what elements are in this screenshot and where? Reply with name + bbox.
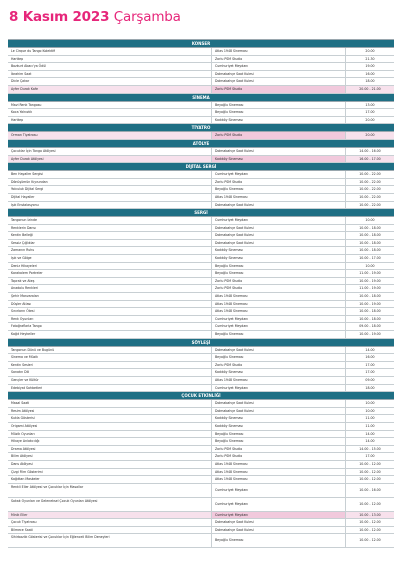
event-time: 10.00 - 12.00 — [359, 527, 381, 532]
event-time: 13.00 — [365, 102, 375, 107]
venue-name: Beyoğlu Sineması — [212, 431, 346, 438]
venue-name: Zorlu PSM Studio — [212, 86, 346, 93]
event-time: 10.00 - 12.00 — [359, 469, 381, 474]
section-header: SİNEMA — [8, 94, 394, 102]
event-time: 14.00 - 16.00 — [359, 148, 381, 153]
event-time: 16.00 - 17.00 — [359, 156, 381, 161]
schedule-row — [8, 400, 394, 408]
event-time: 17.00 — [365, 362, 375, 367]
schedule-row — [8, 484, 394, 498]
event-name: Koca Yalnızlık — [8, 109, 212, 116]
event-time: 10.00 - 18.00 — [359, 248, 381, 253]
event-name: Gençler ve Kültür — [8, 377, 212, 384]
section-header: SÖYLEŞİ — [8, 339, 394, 347]
day-label: Çarşamba — [113, 9, 181, 25]
venue-name: Kadıköy Sineması — [212, 255, 346, 262]
schedule-row — [8, 527, 394, 535]
event-name: Fotoğraflarla Tango — [8, 323, 212, 330]
schedule-row — [8, 385, 394, 393]
event-name: Ayfer Durak Atölyesi — [8, 156, 212, 163]
event-time: 19.00 — [365, 64, 375, 69]
schedule-row — [8, 461, 394, 469]
event-time: 10.00 - 18.00 — [359, 233, 381, 238]
section-header: SERGİ — [8, 209, 394, 217]
event-name: Hikaye Anlatıcılığı — [8, 438, 212, 445]
event-time: 10.00 - 18.00 — [359, 316, 381, 321]
venue-name: Kadıköy Sineması — [212, 369, 346, 376]
schedule-row — [8, 194, 394, 202]
schedule-row — [8, 347, 394, 355]
schedule-row — [8, 255, 394, 263]
venue-name: Beyoğlu Sineması — [212, 331, 346, 338]
page-title — [9, 9, 181, 25]
event-name: Dans Atölyesi — [8, 461, 212, 468]
schedule-row — [8, 285, 394, 293]
venue-name: Dolmabahçe Saat Kulesi — [212, 71, 346, 78]
event-name: Düşler Atlası — [8, 301, 212, 308]
schedule-row — [8, 48, 394, 56]
event-time: 10.00 - 22.00 — [359, 187, 381, 192]
venue-name: Zorlu PSM Studio — [212, 179, 346, 186]
event-name: Bilmece Saati — [8, 527, 212, 534]
event-name: Dicle Çakar — [8, 78, 212, 85]
event-time: 20.00 — [365, 49, 375, 53]
event-name: Renk Oyunları — [8, 316, 212, 323]
event-time: 10.00 — [365, 408, 375, 413]
schedule-row — [8, 102, 394, 110]
event-time: 10.00 — [365, 401, 375, 406]
venue-name: Dolmabahçe Saat Kulesi — [212, 408, 346, 415]
venue-name: Cumhuriyet Meydanı — [212, 63, 346, 70]
event-time: 10.00 - 12.00 — [359, 477, 381, 482]
venue-name: Cumhuriyet Meydanı — [212, 484, 346, 497]
venue-name: Cumhuriyet Meydanı — [212, 498, 346, 511]
venue-name: Atlas 1948 Sineması — [212, 301, 346, 308]
event-name: Kentin Sesleri — [8, 362, 212, 369]
venue-name: Beyoğlu Sineması — [212, 186, 346, 193]
venue-name: Zorlu PSM Studio — [212, 56, 346, 63]
event-time: 10.00 - 19.00 — [359, 332, 381, 336]
schedule-row — [8, 148, 394, 156]
event-name: Renkli Eller Atölyesi ve Çocuklar İçin Masallar — [8, 484, 212, 497]
event-name: Drama Atölyesi — [8, 446, 212, 453]
venue-name: Cumhuriyet Meydanı — [212, 385, 346, 392]
schedule-row — [8, 331, 394, 339]
event-name: Kukla Gösterisi — [8, 415, 212, 422]
event-name: Çizgi Film Gösterimi — [8, 469, 212, 476]
venue-name: Dolmabahçe Saat Kulesi — [212, 148, 346, 155]
venue-name: Zorlu PSM Studio — [212, 453, 346, 460]
schedule-row — [8, 225, 394, 233]
date-label: 8 Kasım 2023 — [9, 9, 110, 25]
event-name: Edebiyat Sohbetleri — [8, 385, 212, 392]
event-time: 10.00 - 19.00 — [359, 301, 381, 306]
event-time: 10.00 - 19.00 — [359, 278, 381, 283]
venue-name: Cumhuriyet Meydanı — [212, 171, 346, 178]
schedule-row — [8, 278, 394, 286]
venue-name: Kadıköy Sineması — [212, 156, 346, 163]
event-name: Renklerin Dansı — [8, 225, 212, 232]
venue-name: Dolmabahçe Saat Kulesi — [212, 400, 346, 407]
schedule-row — [8, 293, 394, 301]
event-time: 10.00 - 22.00 — [359, 179, 381, 184]
event-time: 10.00 — [365, 263, 375, 268]
venue-name: Kadıköy Sineması — [212, 117, 346, 124]
event-name: Kentin Belleği — [8, 232, 212, 239]
event-time: 20.00 — [365, 133, 375, 138]
schedule-row — [8, 453, 394, 461]
venue-name: Atlas 1948 Sineması — [212, 469, 346, 476]
schedule-row — [8, 415, 394, 423]
event-time: 10.00 - 18.00 — [359, 294, 381, 299]
schedule-row — [8, 301, 394, 309]
schedule-row — [8, 369, 394, 377]
schedule-row — [8, 423, 394, 431]
venue-name: Beyoğlu Sineması — [212, 109, 346, 116]
event-name: Ben Hayalim Sergisi — [8, 171, 212, 178]
schedule-row — [8, 476, 394, 484]
event-name: Dijital Hayaller — [8, 194, 212, 201]
event-name: Bilim Atölyesi — [8, 453, 212, 460]
venue-name: Dolmabahçe Saat Kulesi — [212, 240, 346, 247]
event-time: 10.00 - 12.00 — [359, 538, 381, 543]
venue-name: Beyoğlu Sineması — [212, 102, 346, 109]
schedule-row — [8, 71, 394, 79]
event-name: Bozkurt Abacı'ya Ödül — [8, 63, 212, 70]
schedule-row — [8, 247, 394, 255]
schedule-row — [8, 263, 394, 271]
schedule-row — [8, 117, 394, 125]
schedule-row — [8, 56, 394, 64]
section-header: ÇOCUK ETKİNLİĞİ — [8, 392, 394, 400]
event-name: Orman Tiyatrosu — [8, 132, 212, 139]
schedule-row — [8, 217, 394, 225]
event-time: 10.00 - 12.00 — [359, 461, 381, 466]
venue-name: Kadıköy Sineması — [212, 247, 346, 254]
venue-name: Zorlu PSM Studio — [212, 278, 346, 285]
venue-name: Beyoğlu Sineması — [212, 263, 346, 270]
venue-name: Atlas 1948 Sineması — [212, 461, 346, 468]
schedule-row — [8, 519, 394, 527]
venue-name: Cumhuriyet Meydanı — [212, 217, 346, 224]
event-name: Masal Saati — [8, 400, 212, 407]
event-time: 09.00 — [365, 377, 375, 382]
schedule-table — [8, 39, 394, 548]
schedule-row — [8, 512, 394, 520]
event-time: 16.00 — [365, 355, 375, 360]
section-header: TİYATRO — [8, 124, 394, 132]
schedule-row — [8, 323, 394, 331]
schedule-row — [8, 362, 394, 370]
event-name: Karakalem Portreler — [8, 270, 212, 277]
event-name: Zamanın Ruhu — [8, 247, 212, 254]
event-time: 10.00 - 17.00 — [359, 256, 381, 261]
event-name: Sanatın Dili — [8, 369, 212, 376]
event-name: Işık Enstalasyonu — [8, 202, 212, 209]
event-name: Sihirbazlık Gösterisi ve Çocuklar İçin Eğlenceli Bilim Deneyleri — [8, 534, 212, 547]
event-name: Anadolu Renkleri — [8, 285, 212, 292]
venue-name: Beyoğlu Sineması — [212, 354, 346, 361]
venue-name: Kadıköy Sineması — [212, 423, 346, 430]
venue-name: Zorlu PSM Studio — [212, 362, 346, 369]
schedule-row — [8, 469, 394, 477]
event-name: Ayfer Durak Kafe — [8, 86, 212, 93]
schedule-row — [8, 63, 394, 71]
venue-name: Dolmabahçe Saat Kulesi — [212, 519, 346, 526]
event-name: Tangonun Dünü ve Bugünü — [8, 347, 212, 354]
venue-name: Zorlu PSM Studio — [212, 285, 346, 292]
event-name: Sınırların Ötesi — [8, 308, 212, 315]
event-name: Çocuklar İçin Tango Atölyesi — [8, 148, 212, 155]
event-time: 20.00 - 21.00 — [359, 86, 381, 91]
event-name: Kağıt Heykeller — [8, 331, 212, 338]
venue-name: Beyoğlu Sineması — [212, 270, 346, 277]
event-name: Minik Eller — [8, 512, 212, 519]
event-time: 20.00 — [365, 117, 375, 122]
schedule-row — [8, 408, 394, 416]
schedule-row — [8, 240, 394, 248]
event-name: Sokak Oyunları ve Geleneksel Çocuk Oyunları Atölyesi — [8, 498, 212, 511]
event-time: 10.00 - 12.00 — [359, 520, 381, 525]
schedule-row — [8, 316, 394, 324]
event-time: 17.00 — [365, 370, 375, 375]
schedule-row — [8, 78, 394, 86]
event-time: 11.00 — [365, 416, 375, 421]
venue-name: Dolmabahçe Saat Kulesi — [212, 232, 346, 239]
schedule-row — [8, 354, 394, 362]
venue-name: Atlas 1948 Sineması — [212, 476, 346, 483]
venue-name: Kadıköy Sineması — [212, 415, 346, 422]
event-time: 10.00 — [365, 218, 375, 223]
event-time: 18.00 — [365, 79, 375, 84]
event-name: Sinema ve Müzik — [8, 354, 212, 361]
event-time: 21.30 — [365, 56, 375, 61]
event-time: 11.00 - 19.00 — [359, 271, 381, 276]
schedule-row — [8, 186, 394, 194]
venue-name: Atlas 1948 Sineması — [212, 194, 346, 201]
event-name: Resim Atölyesi — [8, 408, 212, 415]
schedule-row — [8, 498, 394, 512]
event-time: 10.00 - 12.00 — [359, 501, 381, 506]
event-name: Yolculuk Dijital Sergi — [8, 186, 212, 193]
event-time: 10.00 - 22.00 — [359, 172, 381, 177]
event-time: 17.00 — [365, 110, 375, 115]
event-name: Şehir Manzaraları — [8, 293, 212, 300]
venue-name: Zorlu PSM Studio — [212, 132, 346, 139]
event-name: Le Cirque du Tango Kolektifi — [8, 48, 212, 55]
event-name: Tangonun İzinde — [8, 217, 212, 224]
schedule-row — [8, 171, 394, 179]
schedule-row — [8, 446, 394, 454]
event-time: 14.00 — [365, 439, 375, 444]
section-header: ATÖLYE — [8, 140, 394, 148]
event-name: Kağıttan Maskeler — [8, 476, 212, 483]
event-name: Dönüşümün Kıyısından — [8, 179, 212, 186]
venue-name: Dolmabahçe Saat Kulesi — [212, 225, 346, 232]
event-name: Deniz Hikayeleri — [8, 263, 212, 270]
section-header: DİJİTAL SERGİ — [8, 163, 394, 171]
schedule-row — [8, 377, 394, 385]
event-name: Işık ve Gölge — [8, 255, 212, 262]
event-time: 11.00 - 19.00 — [359, 286, 381, 291]
schedule-row — [8, 86, 394, 94]
venue-name: Atlas 1948 Sineması — [212, 48, 346, 55]
event-time: 11.00 — [365, 423, 375, 428]
event-name: Çocuk Tiyatrosu — [8, 519, 212, 526]
venue-name: Atlas 1948 Sineması — [212, 293, 346, 300]
event-time: 10.00 - 22.00 — [359, 194, 381, 199]
event-name: Mavi Renk Tangosu — [8, 102, 212, 109]
event-time: 14.00 — [365, 347, 375, 352]
event-time: 09.00 - 18.00 — [359, 324, 381, 329]
event-name: Origami Atölyesi — [8, 423, 212, 430]
schedule-row — [8, 308, 394, 316]
event-time: 10.00 - 16.00 — [359, 487, 381, 492]
event-name: Toprak ve Ateş — [8, 278, 212, 285]
event-time: 14.00 — [365, 431, 375, 436]
venue-name: Cumhuriyet Meydanı — [212, 316, 346, 323]
schedule-row — [8, 270, 394, 278]
event-time: 14.00 - 15.00 — [359, 446, 381, 451]
event-name: Müzik Oyunları — [8, 431, 212, 438]
event-time: 16.00 — [365, 71, 375, 76]
schedule-row — [8, 202, 394, 210]
venue-name: Beyoğlu Sineması — [212, 438, 346, 445]
event-time: 18.00 — [365, 385, 375, 390]
section-header: KONSER — [8, 40, 394, 48]
venue-name: Cumhuriyet Meydanı — [212, 323, 346, 330]
event-name: Sessiz Çığlıklar — [8, 240, 212, 247]
venue-name: Cumhuriyet Meydanı — [212, 512, 346, 519]
schedule-row — [8, 179, 394, 187]
venue-name: Dolmabahçe Saat Kulesi — [212, 202, 346, 209]
venue-name: Beyoğlu Sineması — [212, 534, 346, 547]
event-time: 10.00 - 18.00 — [359, 240, 381, 245]
event-time: 10.00 - 18.00 — [359, 225, 381, 230]
event-time: 10.00 - 18.00 — [359, 309, 381, 314]
event-name: Harttep — [8, 117, 212, 124]
event-name: İbrahim Saat — [8, 71, 212, 78]
venue-name: Zorlu PSM Studio — [212, 446, 346, 453]
schedule-row — [8, 438, 394, 446]
venue-name: Dolmabahçe Saat Kulesi — [212, 347, 346, 354]
venue-name: Atlas 1948 Sineması — [212, 308, 346, 315]
venue-name: Dolmabahçe Saat Kulesi — [212, 78, 346, 85]
schedule-row — [8, 109, 394, 117]
schedule-row — [8, 431, 394, 439]
schedule-row — [8, 156, 394, 164]
event-time: 10.00 - 22.00 — [359, 202, 381, 207]
schedule-row — [8, 232, 394, 240]
venue-name: Dolmabahçe Saat Kulesi — [212, 527, 346, 534]
event-name: Harttep — [8, 56, 212, 63]
venue-name: Atlas 1948 Sineması — [212, 377, 346, 384]
schedule-row — [8, 132, 394, 140]
event-time: 10.00 - 13.00 — [359, 512, 381, 517]
event-time: 17.00 — [365, 454, 375, 459]
schedule-row — [8, 534, 394, 548]
